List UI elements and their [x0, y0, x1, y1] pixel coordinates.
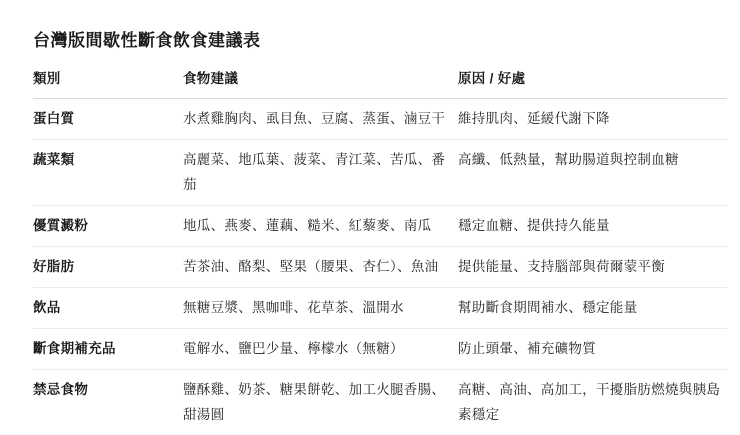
cell-category: 優質澱粉 — [33, 206, 183, 247]
cell-foods: 地瓜、燕麥、蓮藕、糙米、紅藜麥、南瓜 — [183, 206, 458, 247]
table-row — [33, 247, 727, 288]
column-header-category: 類別 — [33, 70, 183, 99]
table-row — [33, 99, 727, 140]
table-header — [33, 70, 727, 99]
table-row — [33, 206, 727, 247]
table-row — [33, 288, 727, 329]
cell-reason: 穩定血糖、提供持久能量 — [458, 206, 727, 247]
diet-table — [33, 70, 727, 435]
cell-reason: 提供能量、支持腦部與荷爾蒙平衡 — [458, 247, 727, 288]
cell-category: 禁忌食物 — [33, 370, 183, 435]
column-header-foods: 食物建議 — [183, 70, 458, 99]
cell-foods: 鹽酥雞、奶茶、糖果餅乾、加工火腿香腸、甜湯圓 — [183, 370, 458, 435]
cell-foods: 苦茶油、酪梨、堅果（腰果、杏仁）、魚油 — [183, 247, 458, 288]
header-row — [33, 70, 727, 99]
cell-foods: 水煮雞胸肉、虱目魚、豆腐、蒸蛋、滷豆干 — [183, 99, 458, 140]
cell-reason: 防止頭暈、補充礦物質 — [458, 329, 727, 370]
column-header-reason: 原因 / 好處 — [458, 70, 727, 99]
table-row — [33, 329, 727, 370]
table-row — [33, 370, 727, 435]
cell-foods: 電解水、鹽巴少量、檸檬水（無糖） — [183, 329, 458, 370]
cell-category: 斷食期補充品 — [33, 329, 183, 370]
page-title: 台灣版間歇性斷食飲食建議表 — [33, 28, 727, 54]
cell-category: 飲品 — [33, 288, 183, 329]
cell-category: 蔬菜類 — [33, 140, 183, 206]
cell-category: 好脂肪 — [33, 247, 183, 288]
cell-foods: 無糖豆漿、黑咖啡、花草茶、溫開水 — [183, 288, 458, 329]
table-body — [33, 99, 727, 435]
cell-category: 蛋白質 — [33, 99, 183, 140]
cell-reason: 高纖、低熱量，幫助腸道與控制血糖 — [458, 140, 727, 206]
table-row — [33, 140, 727, 206]
cell-reason: 高糖、高油、高加工，干擾脂肪燃燒與胰島素穩定 — [458, 370, 727, 435]
cell-foods: 高麗菜、地瓜葉、菠菜、青江菜、苦瓜、番茄 — [183, 140, 458, 206]
cell-reason: 幫助斷食期間補水、穩定能量 — [458, 288, 727, 329]
cell-reason: 維持肌肉、延緩代謝下降 — [458, 99, 727, 140]
